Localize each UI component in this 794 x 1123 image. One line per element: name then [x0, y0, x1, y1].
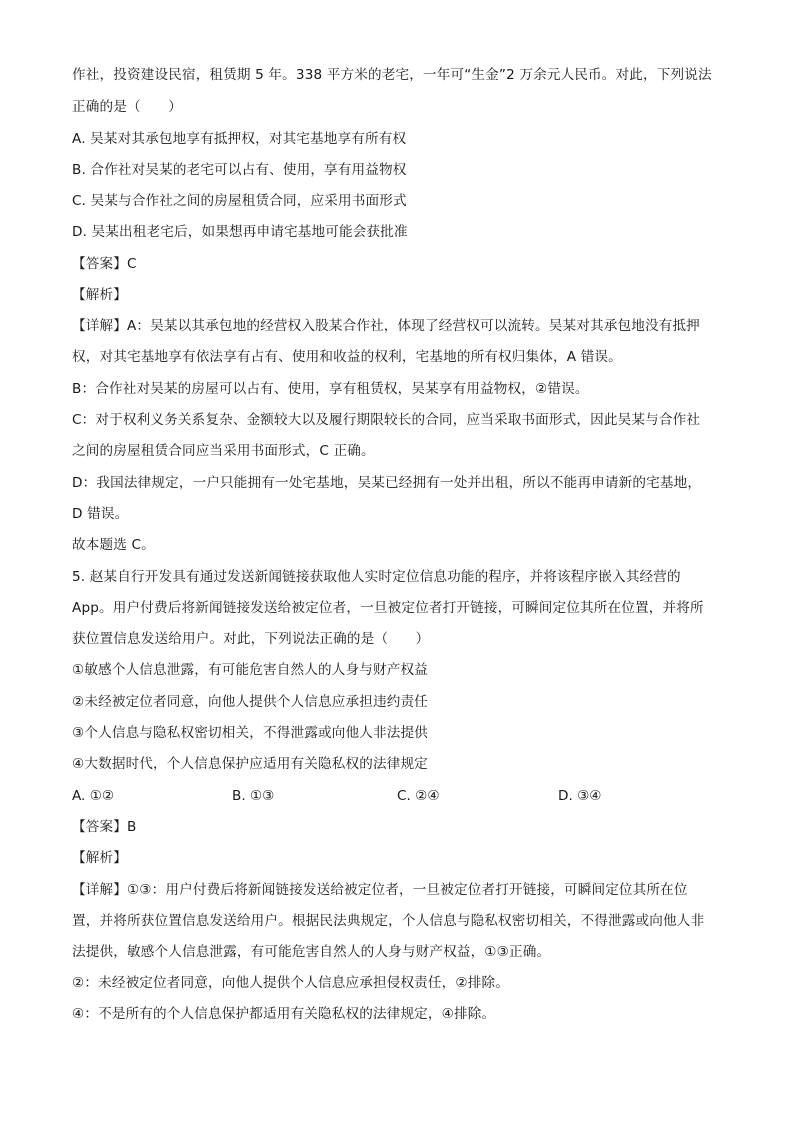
q4-analysis-line-8: 故本题选 C。 — [72, 537, 155, 553]
q4-option-a: A. 吴某对其承包地享有抵押权，对其宅基地享有所有权 — [72, 131, 407, 147]
q5-stem-line-1: 5. 赵某自行开发具有通过发送新闻链接获取他人实时定位信息功能的程序，并将该程序嵌入其经营的 — [72, 569, 681, 585]
q5-answer: 【答案】B — [72, 819, 137, 835]
q5-choice-b: B. ①③ — [232, 788, 275, 804]
q4-stem-line-1: 作社，投资建设民宿，租赁期 5 年。338 平方米的老宅，一年可“生金”2 万余元人民币。对此，下列说法 — [72, 67, 712, 83]
q4-analysis-line-2: 权，对其宅基地享有依法享有占有、使用和收益的权利，宅基地的所有权归集体，A 错误。 — [72, 349, 622, 365]
q4-option-c: C. 吴某与合作社之间的房屋租赁合同，应采用书面形式 — [72, 193, 407, 209]
q4-analysis-line-1: 【详解】A：吴某以其承包地的经营权入股某合作社，体现了经营权可以流转。吴某对其承包地没有抵押 — [72, 318, 700, 334]
q4-option-d: D. 吴某出租老宅后，如果想再申请宅基地可能会获批准 — [72, 224, 408, 240]
q4-analysis-line-6: D：我国法律规定，一户只能拥有一处宅基地，吴某已经拥有一处并出租，所以不能再申请新的宅基地， — [72, 475, 702, 491]
q5-statement-3: ③个人信息与隐私权密切相关，不得泄露或向他人非法提供 — [72, 725, 428, 741]
q4-option-b: B. 合作社对吴某的老宅可以占有、使用，享有用益物权 — [72, 162, 407, 178]
q5-choice-c: C. ②④ — [397, 788, 440, 804]
q4-analysis-line-3: B：合作社对吴某的房屋可以占有、使用，享有租赁权，吴某享有用益物权，②错误。 — [72, 381, 589, 397]
q5-choice-a: A. ①② — [72, 788, 115, 804]
q5-choices — [72, 786, 732, 806]
q5-analysis-line-4: ②：未经被定位者同意，向他人提供个人信息应承担侵权责任，②排除。 — [72, 975, 509, 991]
q5-stem-line-2: App。用户付费后将新闻链接发送给被定位者，一旦被定位者打开链接，可瞬间定位其所在位置，并将所 — [72, 600, 704, 616]
q4-answer: 【答案】C — [72, 256, 137, 272]
q5-analysis-heading: 【解析】 — [72, 850, 127, 866]
q4-analysis-line-7: D 错误。 — [72, 506, 129, 522]
q5-statement-4: ④大数据时代，个人信息保护应适用有关隐私权的法律规定 — [72, 756, 428, 772]
q5-analysis-line-5: ④：不是所有的个人信息保护都适用有关隐私权的法律规定，④排除。 — [72, 1006, 496, 1022]
q5-analysis-line-3: 法提供，敏感个人信息泄露，有可能危害自然人的人身与财产权益，①③正确。 — [72, 944, 551, 960]
q5-analysis-line-2: 置，并将所获位置信息发送给用户。根据民法典规定，个人信息与隐私权密切相关，不得泄露或向他人非 — [72, 913, 705, 929]
q4-stem-line-2: 正确的是（ ） — [72, 99, 182, 115]
q4-analysis-line-4: C：对于权利义务关系复杂、金额较大以及履行期限较长的合同，应当采取书面形式，因此吴某与合作社 — [72, 412, 701, 428]
q5-stem-line-3: 获位置信息发送给用户。对此，下列说法正确的是（ ） — [72, 631, 430, 647]
q4-analysis-heading: 【解析】 — [72, 287, 127, 303]
q5-analysis-line-1: 【详解】①③：用户付费后将新闻链接发送给被定位者，一旦被定位者打开链接，可瞬间定位其所在位 — [72, 882, 688, 898]
q5-choice-d: D. ③④ — [558, 788, 602, 804]
q4-analysis-line-5: 之间的房屋租赁合同应当采用书面形式，C 正确。 — [72, 443, 375, 459]
q5-statement-1: ①敏感个人信息泄露，有可能危害自然人的人身与财产权益 — [72, 662, 428, 678]
q5-statement-2: ②未经被定位者同意，向他人提供个人信息应承担违约责任 — [72, 694, 428, 710]
